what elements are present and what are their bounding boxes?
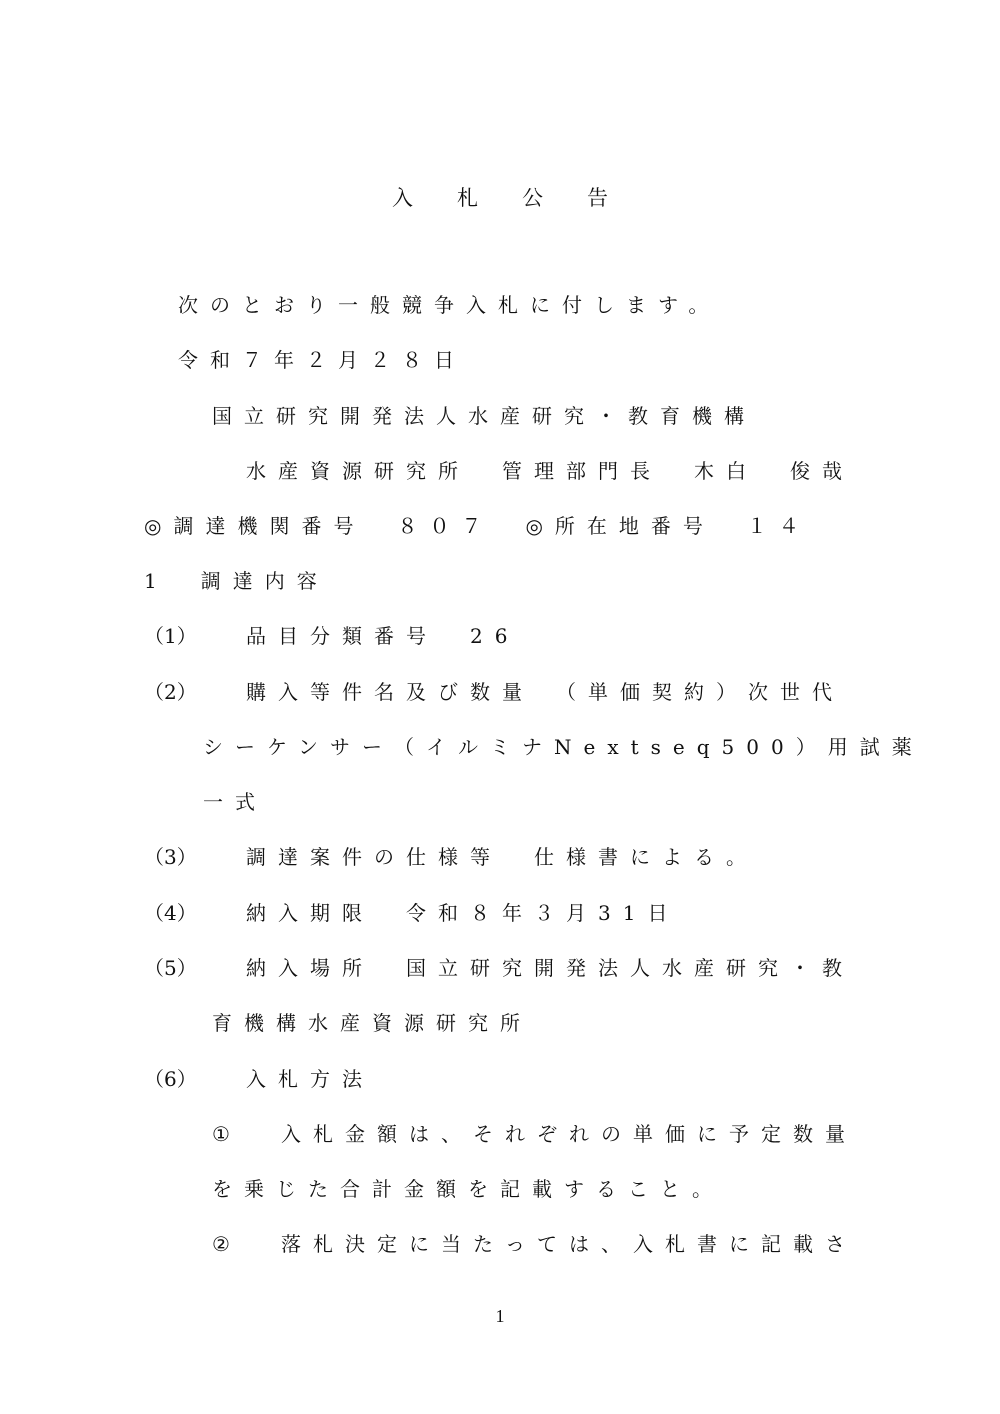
item-number: （3） <box>144 845 197 869</box>
item-text: 購入等件名及び数量 （単価契約）次世代 <box>246 680 844 704</box>
page-title: 入札公告 <box>392 186 652 210</box>
sub-item-mark: ① <box>212 1122 230 1146</box>
organization-name: 国立研究開発法人水産研究・教育機構 <box>212 404 756 428</box>
item-text-continued: 育機構水産資源研究所 <box>212 1011 532 1035</box>
sub-item-text: 落札決定に当たっては、入札書に記載さ <box>281 1232 857 1256</box>
officer-name: 水産資源研究所 管理部門長 木白 俊哉 <box>246 459 854 483</box>
section-heading: 1 調達内容 <box>144 569 329 593</box>
item-number: （4） <box>144 901 197 925</box>
item-text: 入札方法 <box>246 1067 374 1091</box>
notice-date: 令和７年２月２８日 <box>178 348 466 372</box>
sub-item-text: 入札金額は、それぞれの単価に予定数量 <box>281 1122 857 1146</box>
item-text: 納入場所 国立研究開発法人水産研究・教 <box>246 956 854 980</box>
item-number: （6） <box>144 1067 197 1091</box>
code-numbers: ◎調達機関番号 ８０７ ◎所在地番号 １４ <box>144 514 811 538</box>
item-text: 納入期限 令和８年３月31日 <box>246 901 680 925</box>
item-text-continued: 一式 <box>203 790 267 814</box>
intro-text: 次のとおり一般競争入札に付します。 <box>178 293 721 317</box>
sub-item-text-continued: を乗じた合計金額を記載すること。 <box>212 1177 724 1201</box>
item-text: 調達案件の仕様等 仕様書による。 <box>246 845 758 869</box>
sub-item-mark: ② <box>212 1232 230 1256</box>
item-text: 品目分類番号 26 <box>246 624 520 648</box>
page-number: 1 <box>495 1306 505 1326</box>
item-number: （1） <box>144 624 197 648</box>
item-number: （5） <box>144 956 197 980</box>
item-number: （2） <box>144 680 197 704</box>
item-text-continued: シーケンサー（イルミナNextseq500）用試薬 <box>203 735 924 759</box>
